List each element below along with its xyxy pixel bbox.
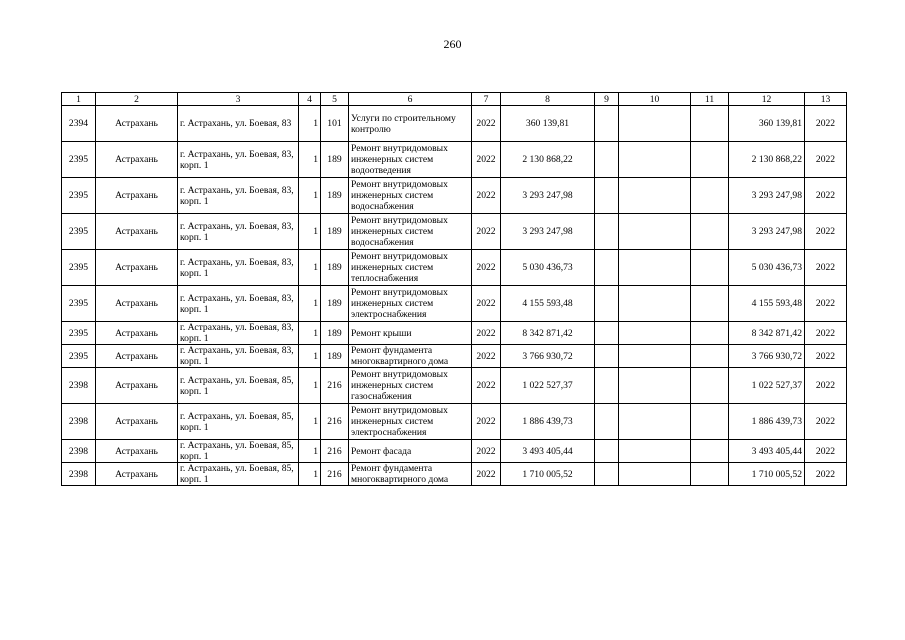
- cell-city: Астрахань: [96, 250, 178, 286]
- table-row: [62, 250, 847, 286]
- cell-city: Астрахань: [96, 440, 178, 463]
- table-row: [62, 463, 847, 486]
- cell-col-9-value: [595, 322, 619, 345]
- cell-record-id: 2395: [62, 250, 96, 286]
- cell-col-9-value: [595, 214, 619, 250]
- cell-col-5-value: 216: [321, 368, 349, 404]
- cell-col-9-value: [595, 404, 619, 440]
- column-number-11: 11: [691, 93, 729, 106]
- cell-cost-col-12: 3 493 405,44: [729, 440, 805, 463]
- cell-cost-total: 360 139,81: [501, 106, 595, 142]
- cell-col-10-value: [619, 322, 691, 345]
- cell-year-end: 2022: [805, 440, 847, 463]
- cell-work-type: Ремонт фасада: [349, 440, 472, 463]
- cell-record-id: 2395: [62, 345, 96, 368]
- cell-year-start: 2022: [472, 286, 501, 322]
- cell-city: Астрахань: [96, 106, 178, 142]
- cell-work-type: Ремонт фундамента многоквартирного дома: [349, 345, 472, 368]
- cell-col-10-value: [619, 106, 691, 142]
- cell-year-start: 2022: [472, 178, 501, 214]
- table-body: [62, 106, 847, 486]
- cell-address: г. Астрахань, ул. Боевая, 83, корп. 1: [178, 214, 299, 250]
- cell-col-9-value: [595, 142, 619, 178]
- cell-col-4-value: 1: [299, 345, 321, 368]
- cell-work-type: Ремонт крыши: [349, 322, 472, 345]
- cell-work-type: Ремонт внутридомовых инженерных систем водоотведения: [349, 142, 472, 178]
- cell-city: Астрахань: [96, 178, 178, 214]
- cell-year-end: 2022: [805, 250, 847, 286]
- cell-col-5-value: 216: [321, 463, 349, 486]
- cell-col-4-value: 1: [299, 368, 321, 404]
- cell-cost-col-12: 8 342 871,42: [729, 322, 805, 345]
- cell-cost-total: 1 022 527,37: [501, 368, 595, 404]
- cell-year-end: 2022: [805, 322, 847, 345]
- cell-col-5-value: 189: [321, 178, 349, 214]
- cell-record-id: 2398: [62, 404, 96, 440]
- cell-col-11-value: [691, 440, 729, 463]
- cell-col-5-value: 189: [321, 142, 349, 178]
- cell-year-end: 2022: [805, 106, 847, 142]
- column-number-3: 3: [178, 93, 299, 106]
- cell-year-end: 2022: [805, 214, 847, 250]
- page-number: 260: [443, 37, 462, 51]
- cell-cost-col-12: 1 886 439,73: [729, 404, 805, 440]
- cell-cost-total: 5 030 436,73: [501, 250, 595, 286]
- cell-col-9-value: [595, 463, 619, 486]
- cell-col-4-value: 1: [299, 286, 321, 322]
- cell-year-end: 2022: [805, 286, 847, 322]
- cell-address: г. Астрахань, ул. Боевая, 83: [178, 106, 299, 142]
- cell-record-id: 2395: [62, 322, 96, 345]
- cell-col-5-value: 189: [321, 214, 349, 250]
- column-number-10: 10: [619, 93, 691, 106]
- cell-year-start: 2022: [472, 368, 501, 404]
- cell-col-10-value: [619, 345, 691, 368]
- cell-col-9-value: [595, 286, 619, 322]
- cell-col-11-value: [691, 345, 729, 368]
- cell-col-11-value: [691, 142, 729, 178]
- cell-col-9-value: [595, 106, 619, 142]
- cell-col-10-value: [619, 440, 691, 463]
- cell-cost-total: 3 493 405,44: [501, 440, 595, 463]
- cell-col-11-value: [691, 404, 729, 440]
- cell-col-5-value: 101: [321, 106, 349, 142]
- cell-col-10-value: [619, 368, 691, 404]
- cell-col-10-value: [619, 142, 691, 178]
- cell-city: Астрахань: [96, 214, 178, 250]
- cell-cost-col-12: 3 293 247,98: [729, 178, 805, 214]
- cell-year-start: 2022: [472, 440, 501, 463]
- cell-record-id: 2395: [62, 214, 96, 250]
- cell-col-4-value: 1: [299, 404, 321, 440]
- cell-cost-col-12: 4 155 593,48: [729, 286, 805, 322]
- cell-record-id: 2394: [62, 106, 96, 142]
- cell-col-9-value: [595, 250, 619, 286]
- cell-work-type: Ремонт внутридомовых инженерных систем водоснабжения: [349, 178, 472, 214]
- cell-col-4-value: 1: [299, 463, 321, 486]
- cell-col-9-value: [595, 345, 619, 368]
- cell-address: г. Астрахань, ул. Боевая, 83, корп. 1: [178, 142, 299, 178]
- cell-col-10-value: [619, 463, 691, 486]
- cell-year-start: 2022: [472, 345, 501, 368]
- works-register-table: [61, 92, 847, 486]
- cell-col-4-value: 1: [299, 322, 321, 345]
- cell-col-5-value: 216: [321, 440, 349, 463]
- table-row: [62, 178, 847, 214]
- cell-year-end: 2022: [805, 368, 847, 404]
- cell-year-end: 2022: [805, 142, 847, 178]
- cell-year-start: 2022: [472, 142, 501, 178]
- column-number-8: 8: [501, 93, 595, 106]
- cell-city: Астрахань: [96, 345, 178, 368]
- cell-address: г. Астрахань, ул. Боевая, 83, корп. 1: [178, 286, 299, 322]
- cell-cost-total: 1 886 439,73: [501, 404, 595, 440]
- cell-cost-col-12: 1 710 005,52: [729, 463, 805, 486]
- column-number-row: [62, 93, 847, 106]
- cell-col-4-value: 1: [299, 250, 321, 286]
- column-number-2: 2: [96, 93, 178, 106]
- cell-col-4-value: 1: [299, 440, 321, 463]
- cell-city: Астрахань: [96, 142, 178, 178]
- table-row: [62, 345, 847, 368]
- cell-cost-total: 4 155 593,48: [501, 286, 595, 322]
- cell-address: г. Астрахань, ул. Боевая, 85, корп. 1: [178, 463, 299, 486]
- cell-col-5-value: 189: [321, 322, 349, 345]
- table-row: [62, 286, 847, 322]
- cell-cost-col-12: 3 293 247,98: [729, 214, 805, 250]
- cell-city: Астрахань: [96, 322, 178, 345]
- cell-work-type: Ремонт фундамента многоквартирного дома: [349, 463, 472, 486]
- cell-work-type: Ремонт внутридомовых инженерных систем электроснабжения: [349, 404, 472, 440]
- cell-year-end: 2022: [805, 463, 847, 486]
- cell-year-start: 2022: [472, 322, 501, 345]
- cell-col-11-value: [691, 106, 729, 142]
- cell-work-type: Ремонт внутридомовых инженерных систем теплоснабжения: [349, 250, 472, 286]
- cell-work-type: Услуги по строительному контролю: [349, 106, 472, 142]
- cell-record-id: 2395: [62, 286, 96, 322]
- cell-address: г. Астрахань, ул. Боевая, 83, корп. 1: [178, 322, 299, 345]
- cell-col-4-value: 1: [299, 142, 321, 178]
- table-row: [62, 106, 847, 142]
- cell-col-9-value: [595, 178, 619, 214]
- cell-col-5-value: 216: [321, 404, 349, 440]
- cell-work-type: Ремонт внутридомовых инженерных систем газоснабжения: [349, 368, 472, 404]
- cell-cost-total: 3 293 247,98: [501, 214, 595, 250]
- cell-col-10-value: [619, 286, 691, 322]
- cell-cost-col-12: 360 139,81: [729, 106, 805, 142]
- cell-cost-col-12: 5 030 436,73: [729, 250, 805, 286]
- cell-cost-total: 8 342 871,42: [501, 322, 595, 345]
- cell-col-11-value: [691, 286, 729, 322]
- cell-record-id: 2398: [62, 368, 96, 404]
- table-row: [62, 142, 847, 178]
- cell-cost-total: 1 710 005,52: [501, 463, 595, 486]
- cell-year-start: 2022: [472, 463, 501, 486]
- cell-col-11-value: [691, 250, 729, 286]
- cell-year-start: 2022: [472, 106, 501, 142]
- cell-record-id: 2398: [62, 440, 96, 463]
- column-number-7: 7: [472, 93, 501, 106]
- cell-cost-col-12: 3 766 930,72: [729, 345, 805, 368]
- cell-address: г. Астрахань, ул. Боевая, 85, корп. 1: [178, 440, 299, 463]
- cell-year-end: 2022: [805, 178, 847, 214]
- cell-col-11-value: [691, 214, 729, 250]
- cell-city: Астрахань: [96, 286, 178, 322]
- cell-year-start: 2022: [472, 250, 501, 286]
- cell-col-5-value: 189: [321, 250, 349, 286]
- cell-city: Астрахань: [96, 463, 178, 486]
- cell-address: г. Астрахань, ул. Боевая, 83, корп. 1: [178, 178, 299, 214]
- column-number-12: 12: [729, 93, 805, 106]
- cell-cost-col-12: 1 022 527,37: [729, 368, 805, 404]
- cell-cost-total: 3 293 247,98: [501, 178, 595, 214]
- cell-cost-total: 3 766 930,72: [501, 345, 595, 368]
- cell-col-4-value: 1: [299, 214, 321, 250]
- table-row: [62, 404, 847, 440]
- cell-col-9-value: [595, 440, 619, 463]
- column-number-5: 5: [321, 93, 349, 106]
- cell-address: г. Астрахань, ул. Боевая, 83, корп. 1: [178, 250, 299, 286]
- column-number-6: 6: [349, 93, 472, 106]
- cell-cost-total: 2 130 868,22: [501, 142, 595, 178]
- cell-col-10-value: [619, 404, 691, 440]
- cell-address: г. Астрахань, ул. Боевая, 85, корп. 1: [178, 368, 299, 404]
- cell-col-9-value: [595, 368, 619, 404]
- cell-record-id: 2395: [62, 178, 96, 214]
- cell-year-end: 2022: [805, 345, 847, 368]
- cell-city: Астрахань: [96, 368, 178, 404]
- cell-col-11-value: [691, 368, 729, 404]
- column-number-13: 13: [805, 93, 847, 106]
- cell-col-11-value: [691, 322, 729, 345]
- column-number-1: 1: [62, 93, 96, 106]
- cell-year-end: 2022: [805, 404, 847, 440]
- cell-col-11-value: [691, 463, 729, 486]
- table-row: [62, 368, 847, 404]
- column-number-9: 9: [595, 93, 619, 106]
- table-row: [62, 322, 847, 345]
- cell-record-id: 2398: [62, 463, 96, 486]
- cell-work-type: Ремонт внутридомовых инженерных систем электроснабжения: [349, 286, 472, 322]
- table-row: [62, 440, 847, 463]
- cell-address: г. Астрахань, ул. Боевая, 85, корп. 1: [178, 404, 299, 440]
- cell-col-11-value: [691, 178, 729, 214]
- cell-record-id: 2395: [62, 142, 96, 178]
- cell-work-type: Ремонт внутридомовых инженерных систем водоснабжения: [349, 214, 472, 250]
- cell-col-10-value: [619, 178, 691, 214]
- column-number-4: 4: [299, 93, 321, 106]
- cell-col-10-value: [619, 214, 691, 250]
- cell-col-10-value: [619, 250, 691, 286]
- cell-year-start: 2022: [472, 214, 501, 250]
- cell-col-4-value: 1: [299, 106, 321, 142]
- cell-col-5-value: 189: [321, 286, 349, 322]
- cell-city: Астрахань: [96, 404, 178, 440]
- table-row: [62, 214, 847, 250]
- cell-year-start: 2022: [472, 404, 501, 440]
- cell-col-5-value: 189: [321, 345, 349, 368]
- cell-cost-col-12: 2 130 868,22: [729, 142, 805, 178]
- cell-address: г. Астрахань, ул. Боевая, 83, корп. 1: [178, 345, 299, 368]
- cell-col-4-value: 1: [299, 178, 321, 214]
